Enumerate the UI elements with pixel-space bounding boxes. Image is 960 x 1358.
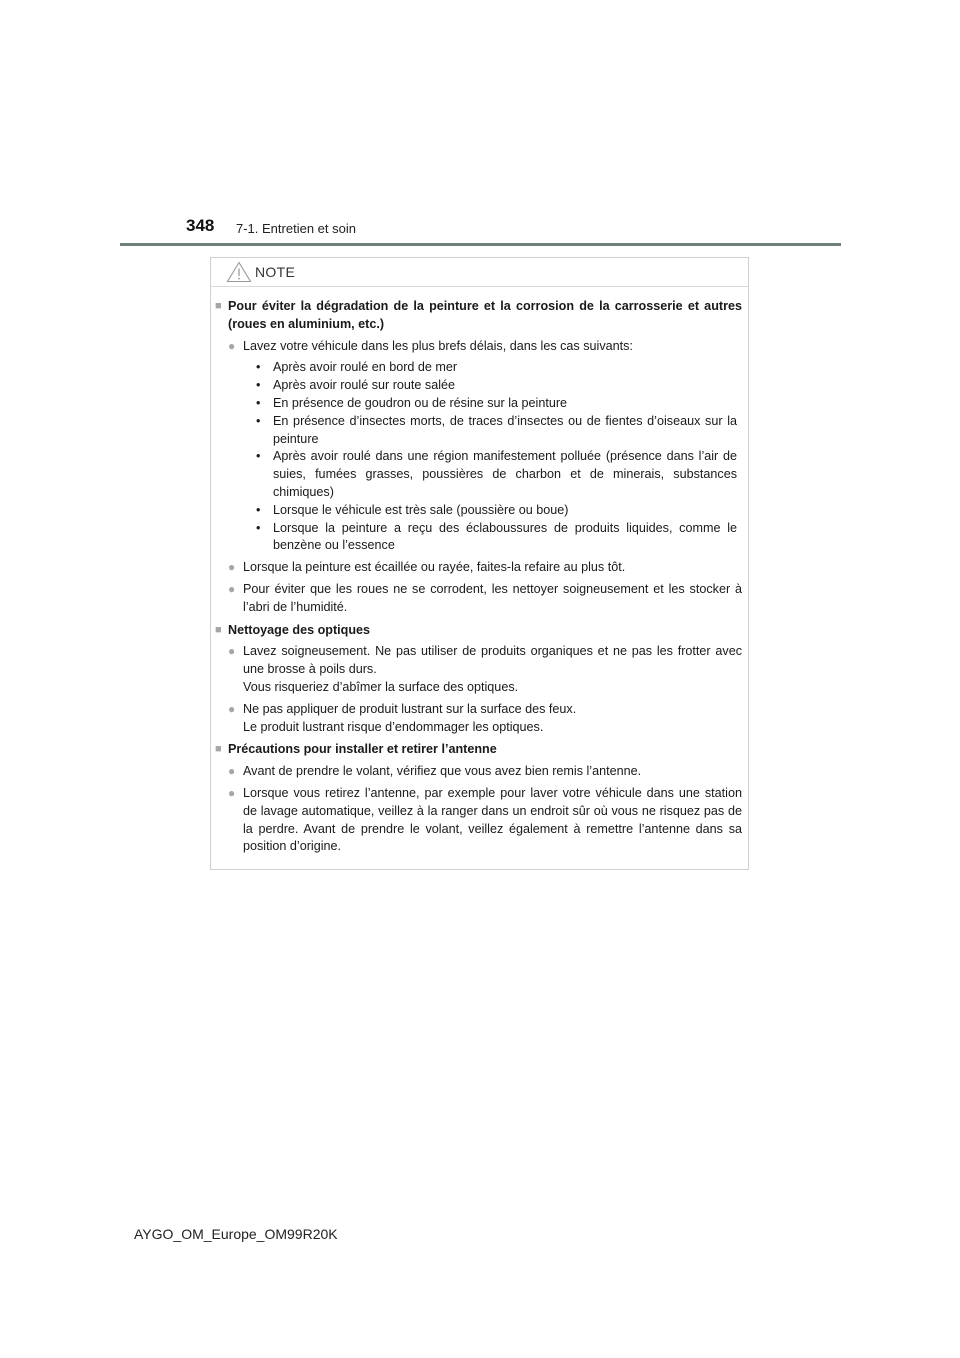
list-item-text: Lorsque la peinture est écaillée ou rayée, faites-la refaire au plus tôt.: [243, 560, 626, 575]
list-item-body: [243, 785, 742, 856]
circle-bullet-icon: ●: [228, 560, 236, 575]
sub-bullet-text: Lorsque le véhicule est très sale (poussière ou boue): [273, 502, 569, 517]
list-item: [228, 643, 742, 696]
square-bullet-icon: ■: [215, 300, 222, 312]
list-item: [228, 763, 742, 781]
dot-bullet-icon: •: [256, 395, 261, 410]
section-heading: [215, 298, 742, 334]
dot-bullet-icon: •: [256, 360, 261, 375]
square-bullet-icon: ■: [215, 743, 222, 756]
list-item-text: Lavez votre véhicule dans les plus brefs délais, dans les cas suivants:: [243, 338, 633, 353]
section-heading-text: Nettoyage des optiques: [228, 622, 371, 637]
note-section: [215, 741, 742, 856]
dot-bullet-icon: •: [256, 413, 261, 428]
section-label: 7-1. Entretien et soin: [236, 221, 356, 236]
list-item-body: [243, 763, 742, 781]
dot-bullet-icon: •: [256, 502, 261, 517]
note-section: [215, 622, 742, 737]
sub-bullet-text: En présence d’insectes morts, de traces d’insectes ou de fientes d’oiseaux sur la peinture: [273, 413, 737, 446]
list-item: [228, 559, 742, 577]
list-item-text: Ne pas appliquer de produit lustrant sur la surface des feux. Le produit lustrant risque d’endommager les optiques.: [243, 701, 577, 734]
section-items: [215, 643, 742, 736]
header-rule: [120, 243, 841, 246]
sub-bullet-item: [256, 377, 737, 395]
list-item-text: Lavez soigneusement. Ne pas utiliser de produits organiques et ne pas les frotter avec une brosse à poils durs. Vous risqueriez d’abîmer la surface des optiques.: [243, 644, 742, 694]
note-box: [210, 257, 749, 870]
sub-bullet-text: Après avoir roulé en bord de mer: [273, 360, 458, 375]
page-number: 348: [186, 216, 215, 235]
warning-triangle-icon: [226, 261, 252, 283]
note-header: [226, 258, 295, 285]
sub-bullet-text: Après avoir roulé sur route salée: [273, 378, 456, 393]
circle-bullet-icon: ●: [228, 785, 236, 800]
list-item: [228, 581, 742, 617]
circle-bullet-icon: ●: [228, 644, 236, 659]
footer-doc-id: AYGO_OM_Europe_OM99R20K: [134, 1226, 338, 1242]
note-divider: [211, 286, 748, 287]
sub-bullet-item: [256, 502, 737, 520]
sub-bullet-item: [256, 448, 737, 501]
section-items: [215, 338, 742, 617]
list-item: [228, 701, 742, 737]
list-item-text: Lorsque vous retirez l’antenne, par exemple pour laver votre véhicule dans une station de lavage automatique, veillez à la ranger dans un endroit sûr où vous ne risquez pas de la perdre. Avant de prendre le volant, veillez également à remettre l’antenne dans sa position d’origine.: [243, 785, 742, 854]
section-heading: [215, 741, 742, 759]
square-bullet-icon: ■: [215, 623, 222, 636]
list-item: [228, 785, 742, 856]
list-item-body: [243, 643, 742, 696]
section-heading: [215, 622, 742, 640]
list-item-text: Pour éviter que les roues ne se corrodent, les nettoyer soigneusement et les stocker à l’abri de l’humidité.: [243, 581, 742, 614]
note-section: [215, 298, 742, 617]
sub-bullet-text: En présence de goudron ou de résine sur la peinture: [273, 395, 568, 410]
sub-bullet-text: Lorsque la peinture a reçu des éclaboussures de produits liquides, comme le benzène ou l’essence: [273, 520, 737, 553]
list-item-body: [243, 559, 742, 577]
sub-bullet-item: [256, 413, 737, 449]
dot-bullet-icon: •: [256, 520, 261, 535]
sub-bullet-item: [256, 395, 737, 413]
note-title: NOTE: [255, 263, 296, 280]
sub-bullet-text: Après avoir roulé dans une région manifestement polluée (présence dans l’air de suies, fumées grasses, poussières de charbon et de minerais, substances chimiques): [273, 449, 737, 499]
dot-bullet-icon: •: [256, 378, 261, 393]
list-item-body: [243, 701, 742, 737]
sub-bullet-item: [256, 359, 737, 377]
circle-bullet-icon: ●: [228, 764, 236, 779]
list-item-body: [243, 581, 742, 617]
section-heading-text: Pour éviter la dégradation de la peinture et la corrosion de la carrosserie et autres (roues en aluminium, etc.): [228, 299, 742, 331]
section-items: [215, 763, 742, 856]
circle-bullet-icon: ●: [228, 701, 236, 716]
section-heading-text: Précautions pour installer et retirer l’antenne: [228, 742, 497, 757]
sub-bullet-list: [228, 359, 742, 555]
sub-bullet-item: [256, 520, 737, 556]
list-item-text: Avant de prendre le volant, vérifiez que vous avez bien remis l’antenne.: [243, 764, 642, 779]
list-item: [228, 338, 742, 356]
note-content: [215, 298, 742, 861]
circle-bullet-icon: ●: [228, 581, 236, 596]
dot-bullet-icon: •: [256, 449, 261, 464]
list-item-body: [243, 338, 742, 356]
circle-bullet-icon: ●: [228, 338, 236, 353]
